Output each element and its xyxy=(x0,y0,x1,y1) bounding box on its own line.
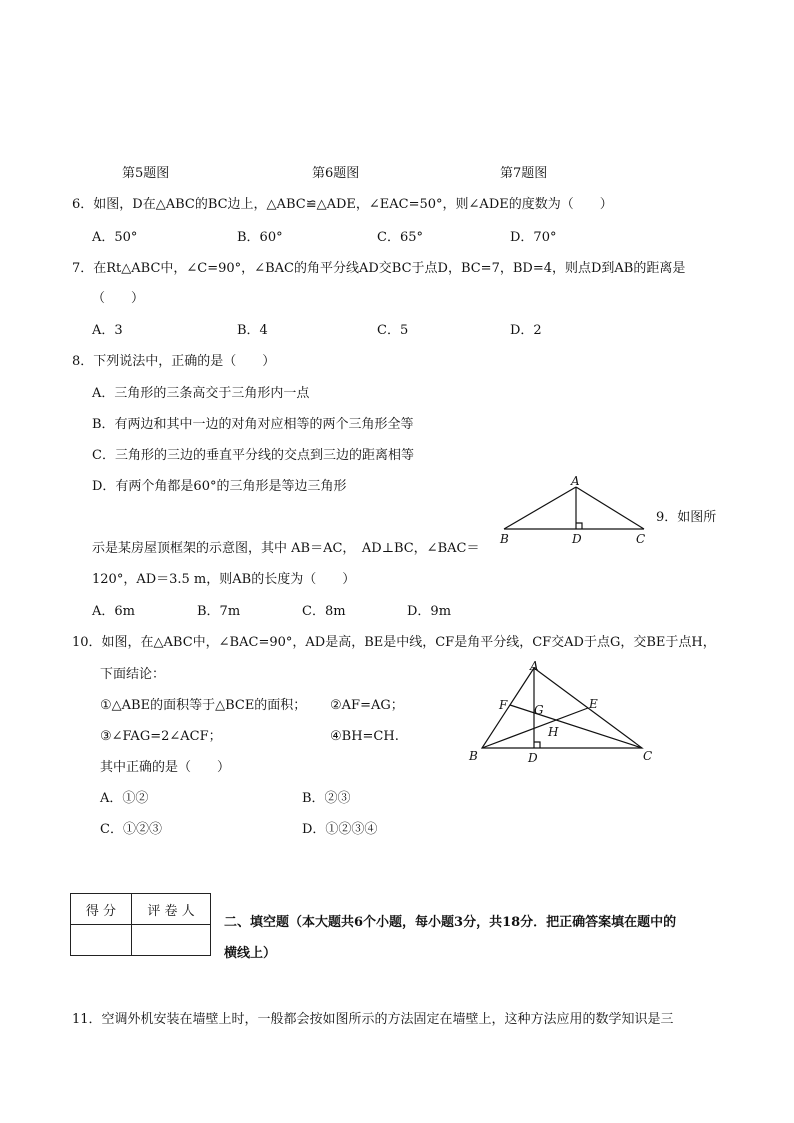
score-cell xyxy=(71,925,132,956)
q10-label-d: D xyxy=(528,751,538,765)
score-header-grader: 评 卷 人 xyxy=(132,894,211,925)
q9-option-a: A．6m xyxy=(92,604,135,619)
q8-option-d: D．有两个角都是60°的三角形是等边三角形 xyxy=(92,479,347,494)
q6-option-b: B．60° xyxy=(237,230,283,245)
q10-label-a: A xyxy=(530,659,539,673)
q10-stem: 10．如图，在△ABC中，∠BAC=90°，AD是高，BE是中线，CF是角平分线，CF交AD于点G，交BE于点H， xyxy=(72,635,716,650)
q10-conclusion-4: ④BH=CH. xyxy=(330,729,399,744)
q10-option-a: A．①② xyxy=(100,791,149,806)
q9-label-a: A xyxy=(571,474,580,488)
q7-stem: 7．在Rt△ABC中，∠C=90°，∠BAC的角平分线AD交BC于点D，BC=7，BD=4，则点D到AB的距离是 xyxy=(72,261,686,276)
figure-caption-5: 第5题图 xyxy=(122,166,170,181)
q7-option-b: B．4 xyxy=(237,323,268,338)
section2-heading-continued: 横线上） xyxy=(224,946,277,961)
q10-conclusion-1: ①△ABE的面积等于△BCE的面积； xyxy=(100,698,307,713)
q6-stem: 6．如图，D在△ABC的BC边上，△ABC≌△ADE，∠EAC=50°，则∠ADE的度数为（ ） xyxy=(72,197,613,212)
score-box xyxy=(70,893,211,956)
q10-ask: 其中正确的是（ ） xyxy=(100,760,231,775)
q7-option-d: D．2 xyxy=(510,323,542,338)
q10-conclusion-2: ②AF=AG； xyxy=(330,698,404,713)
grader-cell xyxy=(132,925,211,956)
q10-option-b: B．②③ xyxy=(302,791,351,806)
q9-label-d: D xyxy=(572,532,582,546)
q9-label-b: B xyxy=(500,532,509,546)
q6-option-c: C．65° xyxy=(377,230,423,245)
q7-option-a: A．3 xyxy=(92,323,123,338)
q7-stem-continued: （ ） xyxy=(92,291,145,306)
q9-label-c: C xyxy=(636,532,646,546)
q9-option-c: C．8m xyxy=(302,604,346,619)
q10-label-e: E xyxy=(589,697,598,711)
q10-conclusion-3: ③∠FAG=2∠ACF； xyxy=(100,729,222,744)
score-header-score: 得 分 xyxy=(71,894,132,925)
q10-option-d: D．①②③④ xyxy=(302,822,378,837)
q10-label-g: G xyxy=(534,703,544,717)
q11-stem: 11．空调外机安装在墙壁上时，一般都会按如图所示的方法固定在墙壁上，这种方法应用的数学知识是三 xyxy=(72,1012,674,1027)
q10-label-c: C xyxy=(643,749,653,763)
q9-option-b: B．7m xyxy=(197,604,241,619)
q8-option-b: B．有两边和其中一边的对角对应相等的两个三角形全等 xyxy=(92,417,414,432)
q9-stem-line1: 示是某房屋顶框架的示意图，其中 AB＝AC， AD⊥BC，∠BAC＝ xyxy=(92,541,480,556)
q8-option-a: A．三角形的三条高交于三角形内一点 xyxy=(92,386,310,401)
figure-caption-6: 第6题图 xyxy=(312,166,360,181)
q10-label-f: F xyxy=(499,698,508,712)
q8-stem: 8．下列说法中，正确的是（ ） xyxy=(72,354,276,369)
q10-label-h: H xyxy=(548,725,559,739)
q10-stem-continued: 下面结论： xyxy=(100,667,166,682)
q6-option-d: D．70° xyxy=(510,230,557,245)
q10-option-c: C．①②③ xyxy=(100,822,162,837)
section2-heading: 二、填空题（本大题共6个小题，每小题3分，共18分．把正确答案填在题中的 xyxy=(224,915,677,930)
q7-option-c: C．5 xyxy=(377,323,409,338)
q6-option-a: A．50° xyxy=(92,230,138,245)
q8-option-c: C．三角形的三边的垂直平分线的交点到三边的距离相等 xyxy=(92,448,414,463)
q9-stem-line2: 120°，AD＝3.5 m，则AB的长度为（ ） xyxy=(92,572,356,587)
q9-figure xyxy=(500,475,650,545)
q9-option-d: D．9m xyxy=(407,604,452,619)
q10-figure xyxy=(466,658,666,768)
figure-caption-7: 第7题图 xyxy=(500,166,548,181)
q9-number: 9．如图所 xyxy=(656,510,717,525)
q10-label-b: B xyxy=(469,749,478,763)
